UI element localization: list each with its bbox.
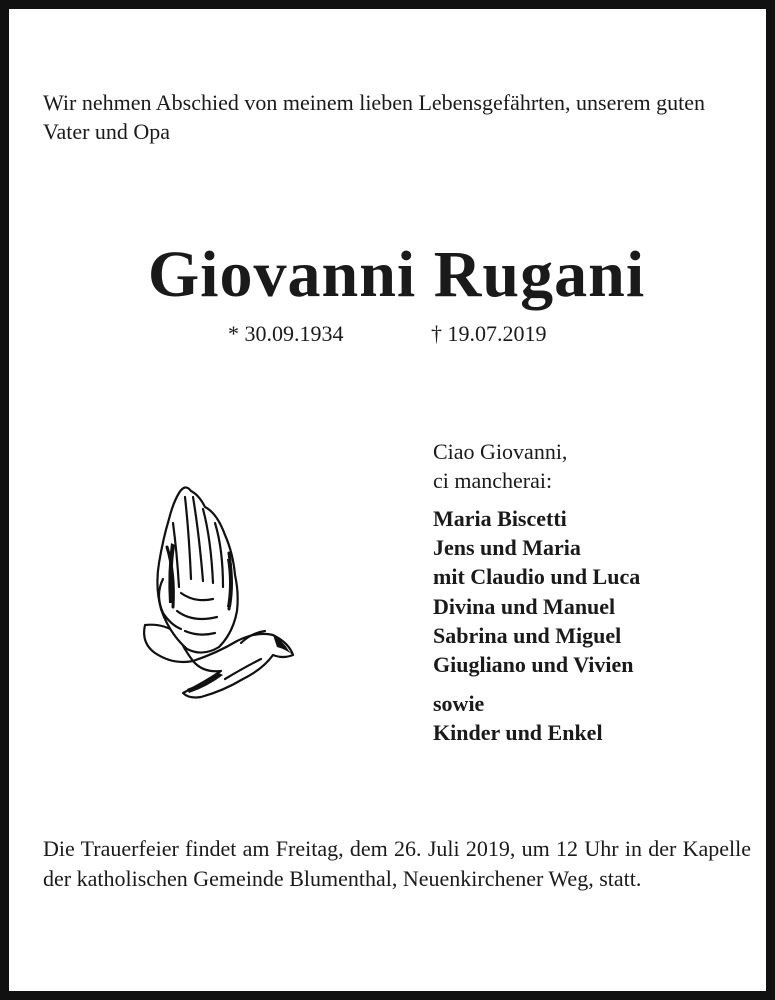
death-date: † 19.07.2019 (431, 321, 547, 346)
farewell-line: ci mancherai: (433, 468, 553, 493)
praying-hands-icon (133, 483, 298, 705)
birth-date: * 30.09.1934 (228, 321, 344, 346)
mourners-list (433, 504, 640, 679)
intro-text: Wir nehmen Abschied von meinem lieben Lebensgefährten, unserem guten Vater und Opa (43, 90, 705, 144)
mourner-name: Divina und Manuel (433, 593, 616, 619)
family-group: Kinder und Enkel (433, 720, 603, 745)
deceased-name: Giovanni Rugani (147, 238, 646, 311)
mourner-name: Giugliano und Vivien (433, 652, 634, 678)
mourner-name: Maria Biscetti (433, 506, 567, 531)
mourner-name: Sabrina und Miguel (433, 622, 622, 648)
sowie-word: sowie (433, 691, 485, 716)
farewell-line: Ciao Giovanni, (433, 439, 568, 464)
farewell-message (433, 437, 567, 495)
ceremony-notice: Die Trauerfeier findet am Freitag, dem 26. Juli 2019, um 12 Uhr in der Kapelle der katholischen Gemeinde Blumenthal, Neuenkirchener Weg, statt. (43, 836, 751, 891)
additional-mourners (433, 689, 603, 747)
mourner-name: Jens und Maria (433, 535, 581, 561)
mourner-name: mit Claudio und Luca (433, 564, 641, 590)
